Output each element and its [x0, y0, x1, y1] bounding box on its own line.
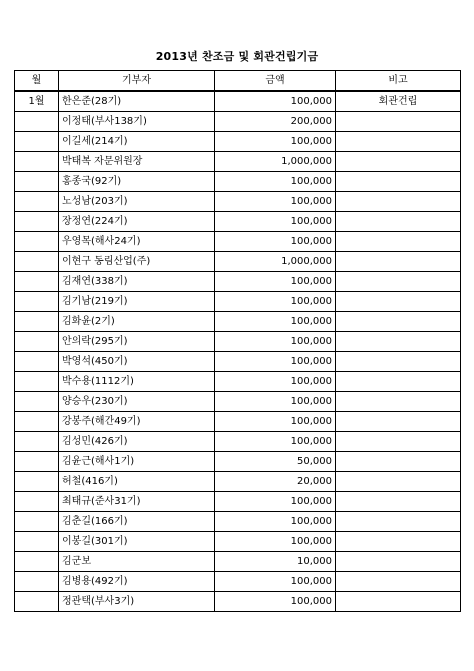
cell-month — [15, 272, 59, 292]
cell-note — [336, 112, 461, 132]
cell-donor: 노성남(203기) — [59, 192, 215, 212]
cell-month — [15, 172, 59, 192]
cell-donor: 김화윤(2기) — [59, 312, 215, 332]
cell-month — [15, 152, 59, 172]
cell-donor: 김재연(338기) — [59, 272, 215, 292]
cell-amount: 100,000 — [215, 212, 336, 232]
table-row — [15, 352, 461, 372]
cell-donor: 이현구 동림산업(주) — [59, 252, 215, 272]
cell-month — [15, 432, 59, 452]
cell-month — [15, 412, 59, 432]
cell-amount: 100,000 — [215, 192, 336, 212]
table-header-row — [15, 71, 461, 92]
cell-donor: 정관택(부사3기) — [59, 592, 215, 612]
table-row — [15, 392, 461, 412]
cell-note — [336, 392, 461, 412]
cell-amount: 1,000,000 — [215, 152, 336, 172]
cell-donor: 이길세(214기) — [59, 132, 215, 152]
table-row — [15, 372, 461, 392]
cell-donor: 강봉주(해간49기) — [59, 412, 215, 432]
cell-amount: 100,000 — [215, 312, 336, 332]
cell-month — [15, 112, 59, 132]
table-row — [15, 412, 461, 432]
donation-table — [14, 70, 461, 612]
cell-amount: 100,000 — [215, 352, 336, 372]
table-row — [15, 172, 461, 192]
column-header-donor: 기부자 — [59, 71, 215, 92]
cell-amount: 100,000 — [215, 592, 336, 612]
cell-donor: 안의락(295기) — [59, 332, 215, 352]
cell-note — [336, 292, 461, 312]
cell-note — [336, 572, 461, 592]
cell-donor: 이봉길(301기) — [59, 532, 215, 552]
cell-note — [336, 272, 461, 292]
table-row — [15, 312, 461, 332]
column-header-month: 월 — [15, 71, 59, 92]
cell-month — [15, 352, 59, 372]
cell-note — [336, 452, 461, 472]
cell-month — [15, 312, 59, 332]
table-row — [15, 292, 461, 312]
cell-month — [15, 572, 59, 592]
cell-month — [15, 372, 59, 392]
cell-donor: 허철(416기) — [59, 472, 215, 492]
cell-donor: 우영목(해사24기) — [59, 232, 215, 252]
table-row — [15, 252, 461, 272]
cell-donor: 최태규(준사31기) — [59, 492, 215, 512]
cell-month — [15, 492, 59, 512]
table-row — [15, 91, 461, 112]
cell-amount: 1,000,000 — [215, 252, 336, 272]
cell-donor: 이정태(부사138기) — [59, 112, 215, 132]
cell-month — [15, 452, 59, 472]
cell-amount: 10,000 — [215, 552, 336, 572]
cell-note — [336, 472, 461, 492]
cell-donor: 김병용(492기) — [59, 572, 215, 592]
cell-amount: 200,000 — [215, 112, 336, 132]
cell-amount: 100,000 — [215, 392, 336, 412]
cell-donor: 박태복 자문위원장 — [59, 152, 215, 172]
table-row — [15, 552, 461, 572]
cell-note — [336, 432, 461, 452]
cell-note — [336, 172, 461, 192]
cell-amount: 100,000 — [215, 412, 336, 432]
table-row — [15, 152, 461, 172]
cell-donor: 김기남(219기) — [59, 292, 215, 312]
table-row — [15, 492, 461, 512]
cell-month — [15, 132, 59, 152]
cell-amount: 100,000 — [215, 492, 336, 512]
cell-note — [336, 192, 461, 212]
table-row — [15, 532, 461, 552]
cell-note — [336, 552, 461, 572]
cell-note — [336, 232, 461, 252]
cell-note — [336, 312, 461, 332]
cell-amount: 100,000 — [215, 91, 336, 112]
cell-month — [15, 332, 59, 352]
cell-month — [15, 532, 59, 552]
cell-amount: 100,000 — [215, 332, 336, 352]
table-row — [15, 272, 461, 292]
cell-note — [336, 492, 461, 512]
table-row — [15, 132, 461, 152]
cell-amount: 100,000 — [215, 572, 336, 592]
table-row — [15, 452, 461, 472]
table-row — [15, 112, 461, 132]
cell-donor: 김성민(426기) — [59, 432, 215, 452]
cell-amount: 100,000 — [215, 532, 336, 552]
table-row — [15, 572, 461, 592]
cell-month — [15, 592, 59, 612]
cell-month — [15, 232, 59, 252]
cell-donor: 한은준(28기) — [59, 91, 215, 112]
cell-amount: 100,000 — [215, 272, 336, 292]
cell-amount: 50,000 — [215, 452, 336, 472]
table-row — [15, 212, 461, 232]
cell-amount: 100,000 — [215, 172, 336, 192]
cell-note — [336, 132, 461, 152]
cell-amount: 100,000 — [215, 432, 336, 452]
table-row — [15, 592, 461, 612]
cell-donor: 김춘길(166기) — [59, 512, 215, 532]
cell-donor: 박수용(1112기) — [59, 372, 215, 392]
cell-note — [336, 592, 461, 612]
cell-amount: 100,000 — [215, 372, 336, 392]
cell-month — [15, 472, 59, 492]
cell-month — [15, 252, 59, 272]
table-body — [15, 91, 461, 612]
table-row — [15, 232, 461, 252]
cell-month — [15, 552, 59, 572]
cell-amount: 20,000 — [215, 472, 336, 492]
cell-donor: 홍종국(92기) — [59, 172, 215, 192]
column-header-amount: 금액 — [215, 71, 336, 92]
cell-note — [336, 252, 461, 272]
table-row — [15, 192, 461, 212]
cell-amount: 100,000 — [215, 512, 336, 532]
cell-note — [336, 332, 461, 352]
cell-month — [15, 512, 59, 532]
cell-donor: 김윤근(해사1기) — [59, 452, 215, 472]
cell-note: 회관건립 — [336, 91, 461, 112]
cell-note — [336, 512, 461, 532]
cell-donor: 장정연(224기) — [59, 212, 215, 232]
cell-donor: 양승우(230기) — [59, 392, 215, 412]
cell-amount: 100,000 — [215, 292, 336, 312]
cell-donor: 김군보 — [59, 552, 215, 572]
cell-month — [15, 212, 59, 232]
cell-amount: 100,000 — [215, 132, 336, 152]
cell-note — [336, 212, 461, 232]
cell-donor: 박영석(450기) — [59, 352, 215, 372]
cell-month: 1월 — [15, 91, 59, 112]
cell-amount: 100,000 — [215, 232, 336, 252]
cell-note — [336, 352, 461, 372]
table-row — [15, 332, 461, 352]
cell-month — [15, 192, 59, 212]
cell-month — [15, 292, 59, 312]
cell-note — [336, 412, 461, 432]
page-title: 2013년 찬조금 및 회관건립기금 — [155, 50, 319, 63]
cell-note — [336, 372, 461, 392]
table-row — [15, 432, 461, 452]
table-row — [15, 512, 461, 532]
table-row — [15, 472, 461, 492]
column-header-note: 비고 — [336, 71, 461, 92]
cell-month — [15, 392, 59, 412]
cell-note — [336, 532, 461, 552]
cell-note — [336, 152, 461, 172]
